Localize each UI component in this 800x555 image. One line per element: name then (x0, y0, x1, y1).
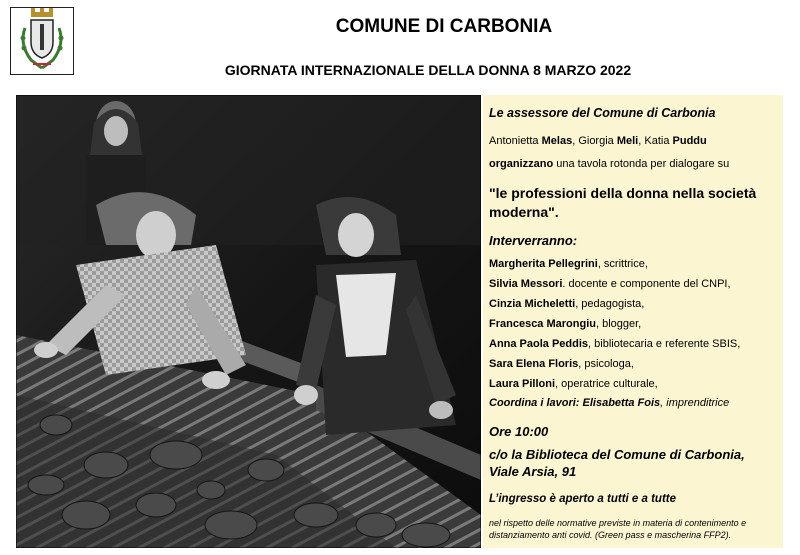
speakers-heading: Interverranno: (489, 233, 578, 248)
speaker-item: Silvia Messori. docente e componente del CNPI, (489, 278, 731, 290)
event-info-panel (483, 95, 783, 548)
speaker-item: Anna Paola Peddis, bibliotecaria e referente SBIS, (489, 338, 741, 350)
organizzano-line: organizzano una tavola rotonda per dialogare su (489, 158, 730, 170)
assessore-list: Antonietta Melas, Giorgia Meli, Katia Puddu (489, 135, 707, 147)
assessore-puddu: Puddu (672, 135, 707, 147)
page-subtitle: GIORNATA INTERNAZIONALE DELLA DONNA 8 MARZO 2022 (224, 62, 632, 78)
topic-line-2: moderna". (489, 204, 559, 220)
covid-note-line-2: distanziamento anti covid. (Green pass e mascherina FFP2). (489, 530, 732, 540)
venue-line-1: c/o la Biblioteca del Comune di Carbonia, (489, 447, 745, 462)
speaker-item: Sara Elena Floris, psicologa, (489, 358, 634, 370)
covid-note-line-1: nel rispetto delle normative previste in materia di contenimento e (489, 518, 747, 528)
venue-line-2: Viale Arsia, 91 (489, 464, 577, 479)
intro-line: Le assessore del Comune di Carbonia (489, 106, 716, 120)
speaker-item: Laura Pilloni, operatrice culturale, (489, 378, 658, 390)
speaker-item: Margherita Pellegrini, scrittrice, (489, 258, 648, 270)
assessore-meli: Meli (616, 135, 639, 147)
event-time: Ore 10:00 (489, 424, 549, 439)
coordinator-line: Coordina i lavori: Elisabetta Fois, imprenditrice (489, 397, 730, 409)
historical-photo-women-miners (16, 95, 481, 548)
page-title: COMUNE DI CARBONIA (335, 16, 553, 37)
speaker-item: Cinzia Micheletti, pedagogista, (489, 298, 645, 310)
topic-line-1: "le professioni della donna nella società (489, 185, 757, 201)
assessore-melas: Melas (541, 135, 573, 147)
speaker-item: Francesca Marongiu, blogger, (489, 318, 642, 330)
entry-note: L’ingresso è aperto a tutti e a tutte (489, 493, 677, 505)
